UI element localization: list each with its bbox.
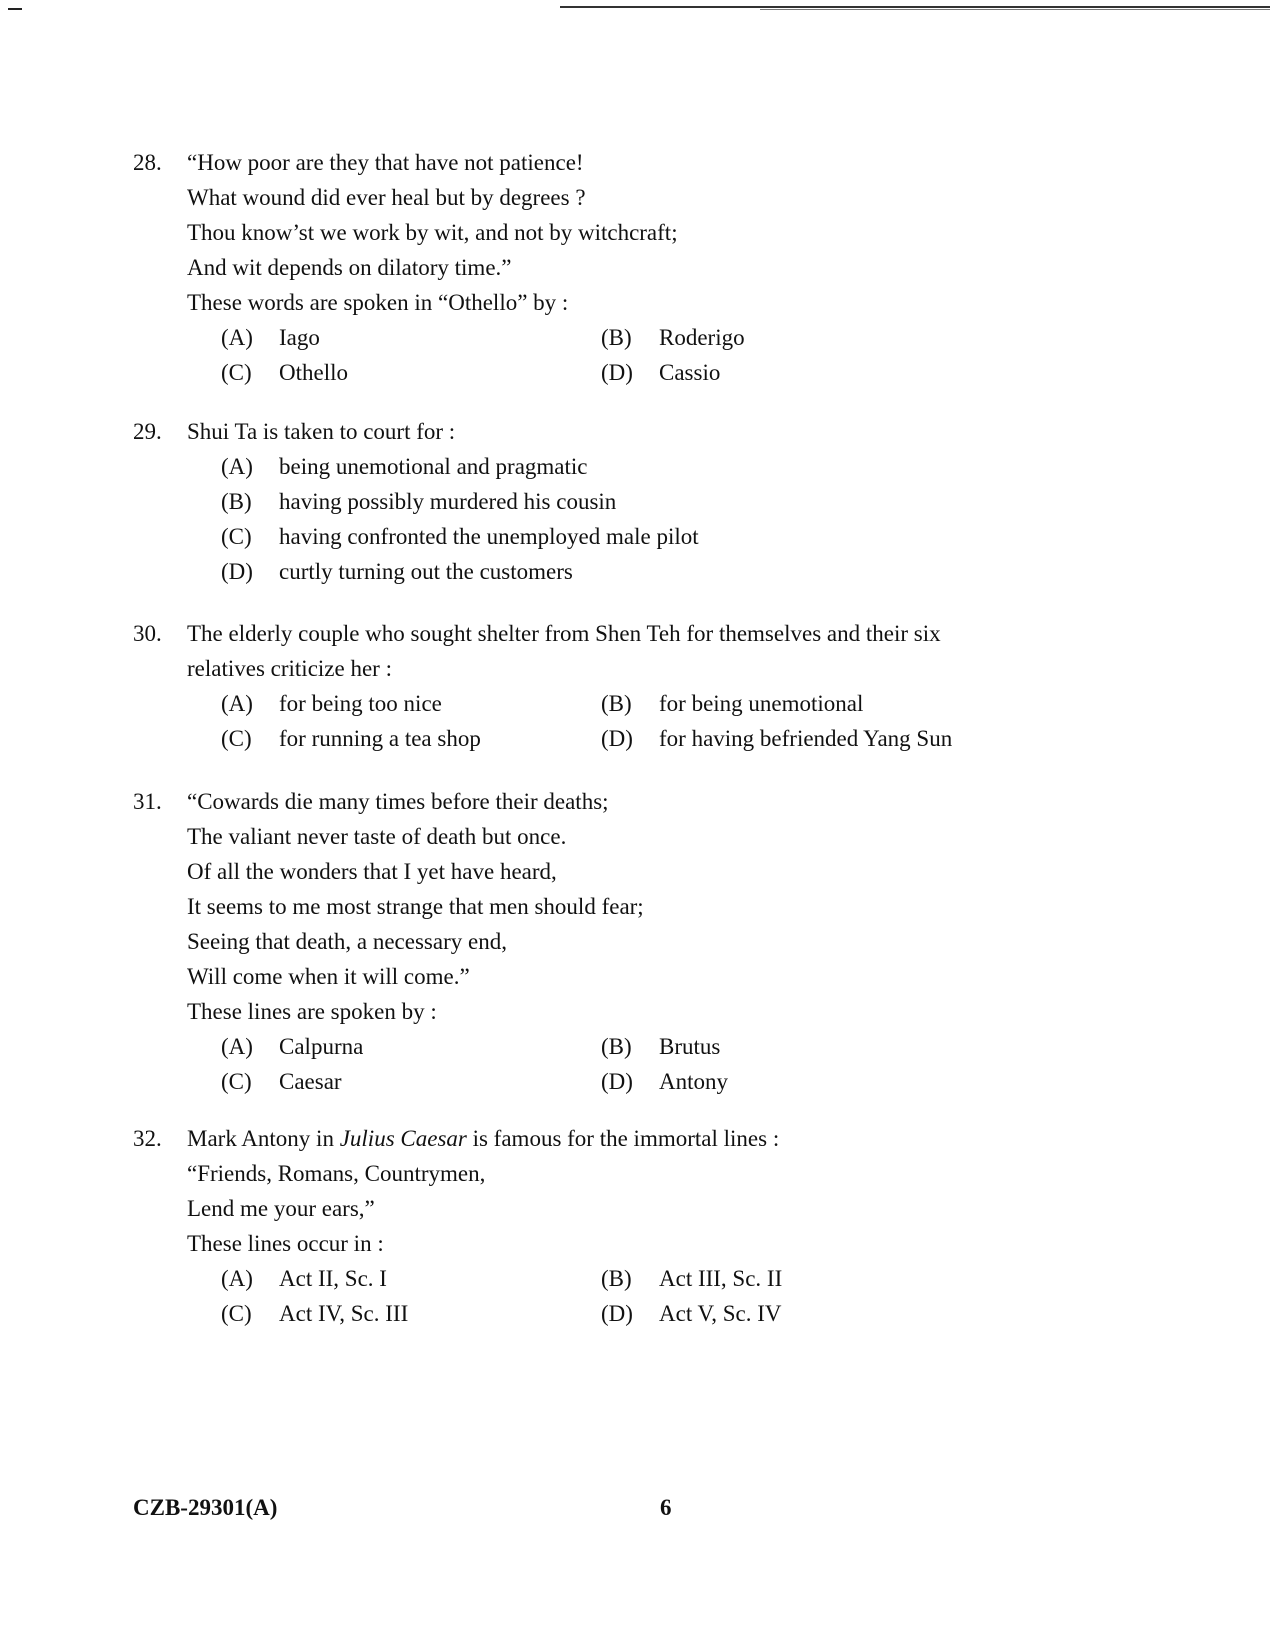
option-row — [133, 686, 1133, 721]
question-text: relatives criticize her : — [187, 656, 392, 681]
option-text: Act III, Sc. II — [659, 1266, 783, 1291]
question-30 — [133, 616, 1133, 756]
question-text: Of all the wonders that I yet have heard, — [187, 859, 557, 884]
option-row — [133, 1064, 1133, 1099]
option-label: (D) — [601, 360, 633, 385]
option-text: for having befriended Yang Sun — [659, 726, 953, 751]
question-line — [133, 285, 1133, 320]
option-label: (C) — [221, 726, 252, 751]
question-line — [133, 1156, 1133, 1191]
option-text: Roderigo — [659, 325, 745, 350]
question-number: 30. — [133, 621, 162, 646]
top-rule-left — [8, 8, 22, 10]
option-row — [133, 1261, 1133, 1296]
option-label: (A) — [221, 454, 253, 479]
question-text — [187, 1121, 779, 1156]
option-row — [133, 1296, 1133, 1331]
option-label: (C) — [221, 360, 252, 385]
option-label: (A) — [221, 325, 253, 350]
option-label: (B) — [601, 325, 632, 350]
option-text: for running a tea shop — [279, 726, 481, 751]
page-number: 6 — [660, 1495, 672, 1520]
question-text-start: Mark Antony in — [187, 1126, 340, 1151]
question-text: “Friends, Romans, Countrymen, — [187, 1161, 486, 1186]
question-line — [133, 180, 1133, 215]
option-text: for being unemotional — [659, 691, 864, 716]
option-label: (B) — [601, 1034, 632, 1059]
paper-code: CZB-29301(A) — [133, 1495, 278, 1520]
option-text: for being too nice — [279, 691, 442, 716]
option-text: Brutus — [659, 1034, 721, 1059]
question-line — [133, 1191, 1133, 1226]
option-label: (C) — [221, 1301, 252, 1326]
option-row — [133, 721, 1133, 756]
question-number: 32. — [133, 1126, 162, 1151]
question-line — [133, 616, 1133, 651]
option-label: (A) — [221, 691, 253, 716]
question-line — [133, 994, 1133, 1029]
question-line — [133, 1121, 1133, 1156]
option-label: (A) — [221, 1266, 253, 1291]
question-text: Thou know’st we work by wit, and not by witchcraft; — [187, 220, 678, 245]
question-text: “Cowards die many times before their deaths; — [187, 789, 609, 814]
question-line — [133, 414, 1133, 449]
option-label: (D) — [601, 1301, 633, 1326]
question-number: 28. — [133, 150, 162, 175]
question-text: It seems to me most strange that men should fear; — [187, 894, 644, 919]
question-line — [133, 784, 1133, 819]
question-line — [133, 959, 1133, 994]
question-number: 29. — [133, 419, 162, 444]
question-text: “How poor are they that have not patience! — [187, 150, 584, 175]
question-text: Lend me your ears,” — [187, 1196, 375, 1221]
question-text: These words are spoken in “Othello” by : — [187, 290, 569, 315]
question-29 — [133, 414, 1133, 589]
option-text: having possibly murdered his cousin — [279, 489, 617, 514]
question-text: What wound did ever heal but by degrees ? — [187, 185, 586, 210]
option-text: Act IV, Sc. III — [279, 1301, 409, 1326]
question-text: Seeing that death, a necessary end, — [187, 929, 507, 954]
option-label: (D) — [221, 559, 253, 584]
question-31 — [133, 784, 1133, 1099]
question-line — [133, 889, 1133, 924]
option-row — [133, 320, 1133, 355]
question-line — [133, 250, 1133, 285]
option-label: (A) — [221, 1034, 253, 1059]
question-32 — [133, 1121, 1133, 1331]
option-row — [133, 355, 1133, 390]
option-label: (B) — [601, 691, 632, 716]
question-line — [133, 924, 1133, 959]
option-label: (B) — [601, 1266, 632, 1291]
option-label: (B) — [221, 489, 252, 514]
option-row — [133, 1029, 1133, 1064]
option-text: Cassio — [659, 360, 721, 385]
question-line — [133, 215, 1133, 250]
option-text: Calpurna — [279, 1034, 364, 1059]
option-text: Othello — [279, 360, 348, 385]
top-rule-right-thin — [760, 9, 1270, 10]
option-text: having confronted the unemployed male pilot — [279, 524, 699, 549]
top-rule-right — [560, 6, 1270, 8]
option-row — [133, 554, 1133, 589]
option-row — [133, 484, 1133, 519]
question-text: The valiant never taste of death but once. — [187, 824, 567, 849]
question-text: These lines are spoken by : — [187, 999, 437, 1024]
option-text: Antony — [659, 1069, 728, 1094]
option-row — [133, 449, 1133, 484]
question-line — [133, 819, 1133, 854]
question-text-end: is famous for the immortal lines : — [466, 1126, 780, 1151]
question-text: The elderly couple who sought shelter from Shen Teh for themselves and their six — [187, 621, 941, 646]
option-row — [133, 519, 1133, 554]
question-text: Will come when it will come.” — [187, 964, 470, 989]
option-text: Act II, Sc. I — [279, 1266, 387, 1291]
question-line — [133, 1226, 1133, 1261]
option-label: (D) — [601, 1069, 633, 1094]
option-label: (C) — [221, 1069, 252, 1094]
question-text: Shui Ta is taken to court for : — [187, 419, 456, 444]
option-label: (D) — [601, 726, 633, 751]
play-title: Julius Caesar — [339, 1126, 467, 1151]
question-line — [133, 145, 1133, 180]
question-number: 31. — [133, 789, 162, 814]
question-28 — [133, 145, 1133, 390]
option-text: Caesar — [279, 1069, 342, 1094]
option-text: Iago — [279, 325, 320, 350]
option-text: curtly turning out the customers — [279, 559, 573, 584]
option-label: (C) — [221, 524, 252, 549]
question-line — [133, 651, 1133, 686]
question-text: These lines occur in : — [187, 1231, 384, 1256]
question-text: And wit depends on dilatory time.” — [187, 255, 512, 280]
question-line — [133, 854, 1133, 889]
option-text: being unemotional and pragmatic — [279, 454, 588, 479]
option-text: Act V, Sc. IV — [659, 1301, 782, 1326]
